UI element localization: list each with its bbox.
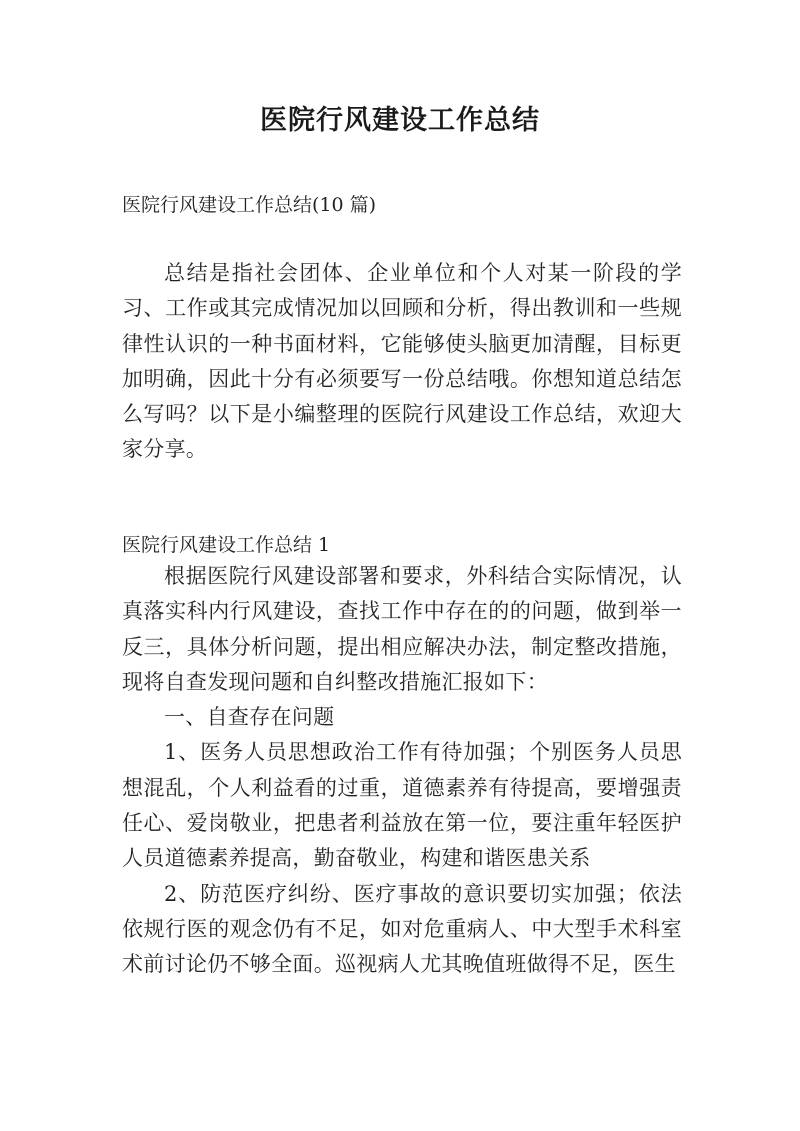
document-title: 医院行风建设工作总结 xyxy=(260,105,540,136)
body-paragraph: 2、防范医疗纠纷、医疗事故的意识要切实加强；依法依规行医的观念仍有不足，如对危重病人、中大型手术科室术前讨论仍不够全面。巡视病人尤其晚值班做得不足，医生 xyxy=(122,881,682,977)
body-paragraph: 根据医院行风建设部署和要求，外科结合实际情况，认真落实科内行风建设，查找工作中存在的的问题，做到举一反三，具体分析问题，提出相应解决办法，制定整改措施，现将自查发现问题和自纠整改措施汇报如下： xyxy=(122,564,682,694)
section-heading: 医院行风建设工作总结 1 xyxy=(122,534,331,556)
section-body xyxy=(122,559,682,983)
intro-paragraph: 总结是指社会团体、企业单位和个人对某一阶段的学习、工作或其完成情况加以回顾和分析，得出教训和一些规律性认识的一种书面材料，它能够使头脑更加清醒，目标更加明确，因此十分有必须要写一份总结哦。你想知道总结怎么写吗？以下是小编整理的医院行风建设工作总结，欢迎大家分享。 xyxy=(122,261,682,462)
document-subtitle: 医院行风建设工作总结(10 篇) xyxy=(122,194,377,216)
body-paragraph: 1、医务人员思想政治工作有待加强；个别医务人员思想混乱，个人利益看的过重，道德素养有待提高，要增强责任心、爱岗敬业，把患者利益放在第一位，要注重年轻医护人员道德素养提高，勤奋敬业，构建和谐医患关系 xyxy=(122,740,682,871)
body-paragraph: 一、自查存在问题 xyxy=(164,705,335,730)
